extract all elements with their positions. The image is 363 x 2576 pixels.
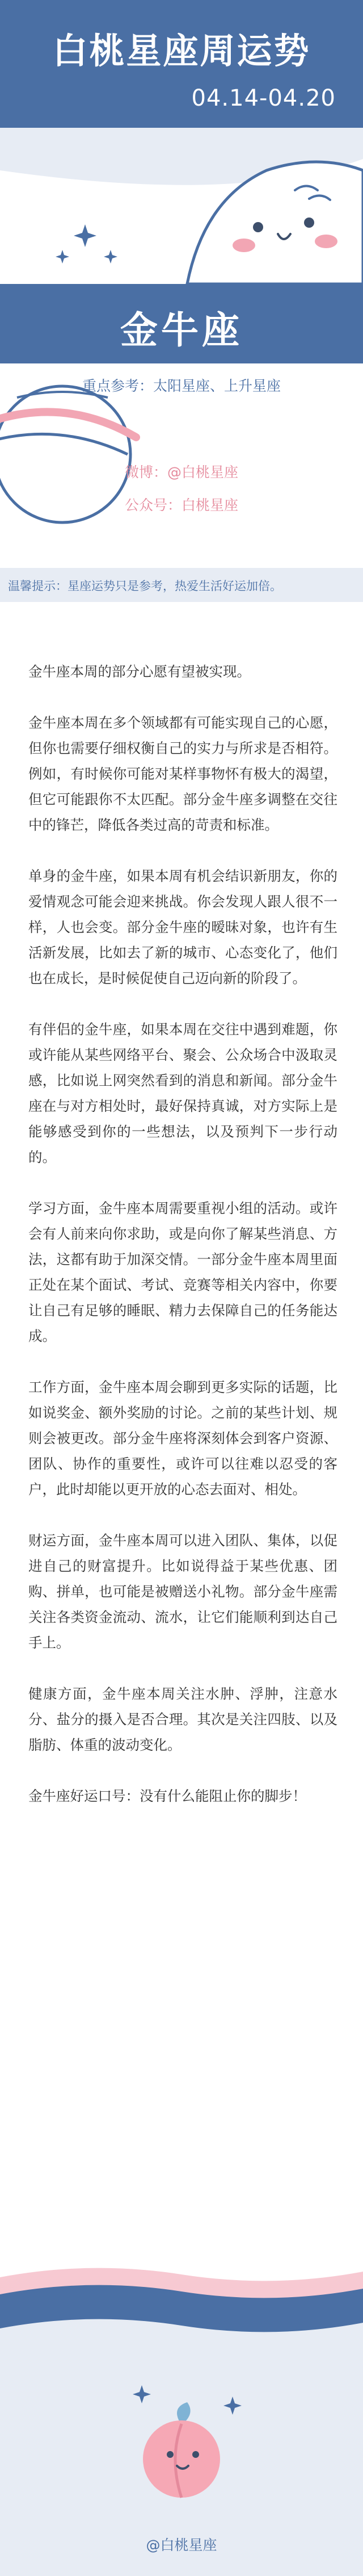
paragraph-single: 单身的金牛座，如果本周有机会结识新朋友，你的爱情观念可能会迎来挑战。你会发现人跟人很不一样，人也会变。部分金牛座的暧昧对象，也许有生活新发展，比如去了新的城市、心态变化了，他们也在成长，是时候促使自己迈向新的阶段了。 xyxy=(28,868,337,986)
focus-reference: 重点参考：太阳星座、上升星座 xyxy=(82,378,281,394)
paragraph-summary: 金牛座本周的部分心愿有望被实现。 xyxy=(28,663,251,680)
sparkle-icon xyxy=(56,224,117,264)
footer-credit: @白桃星座 xyxy=(146,2537,217,2553)
official-account: 公众号：白桃星座 xyxy=(125,497,239,513)
page-title: 白桃星座周运势 xyxy=(52,30,311,72)
paragraph-health: 健康方面，金牛座本周关注水肿、浮肿，注意水分、盐分的摄入是否合理。其次是关注四肢、以及脂肪、体重的波动变化。 xyxy=(28,1686,337,1753)
tip-text: 温馨提示：星座运势只是参考，热爱生活好运加倍。 xyxy=(8,579,282,593)
header-section xyxy=(0,0,363,602)
weibo-handle: 微博：@白桃星座 xyxy=(125,464,239,480)
date-range: 04.14-04.20 xyxy=(191,85,336,111)
paragraph-partnered: 有伴侣的金牛座，如果本周在交往中遇到难题，你或许能从某些网络平台、聚会、公众场合中汲取灵感，比如说上网突然看到的消息和新闻。部分金牛座在与对方相处时，最好保持真诚，对方实际上是能够感受到你的一些想法，以及预判下一步行动的。 xyxy=(28,1021,337,1165)
article-body xyxy=(28,659,337,1834)
paragraph-work: 工作方面，金牛座本周会聊到更多实际的话题，比如说奖金、额外奖励的讨论。之前的某些计划、规则会被更改。部分金牛座将深刻体会到客户资源、团队、协作的重要性，或许可以往难以忍受的客户，此时却能以更开放的心态去面对、相处。 xyxy=(28,1379,337,1498)
footer-decoration xyxy=(0,2243,363,2576)
paragraph-slogan: 金牛座好运口号：没有什么能阻止你的脚步！ xyxy=(28,1788,306,1804)
footer-section xyxy=(0,2243,363,2576)
planet-icon xyxy=(0,386,136,522)
paragraph-overview: 金牛座本周在多个领域都有可能实现自己的心愿，但你也需要仔细权衡自己的实力与所求是否相符。例如，有时候你可能对某样事物怀有极大的渴望，但它可能跟你不太匹配。部分金牛座多调整在交往中的锋芒，降低各类过高的苛责和标准。 xyxy=(28,714,337,833)
paragraph-wealth: 财运方面，金牛座本周可以进入团队、集体，以促进自己的财富提升。比如说得益于某些优惠、团购、拼单，也可能是被赠送小礼物。部分金牛座需关注各类资金流动、流水，让它们能顺利到达自己手上。 xyxy=(28,1532,337,1651)
sign-title: 金牛座 xyxy=(120,308,243,352)
paragraph-study: 学习方面，金牛座本周需要重视小组的活动。或许会有人前来向你求助，或是向你了解某些消息、方法，这都有助于加深交情。一部分金牛座本周里面正处在某个面试、考试、竞赛等相关内容中，你要让自己有足够的睡眠、精力去保障自己的任务能达成。 xyxy=(28,1200,337,1344)
